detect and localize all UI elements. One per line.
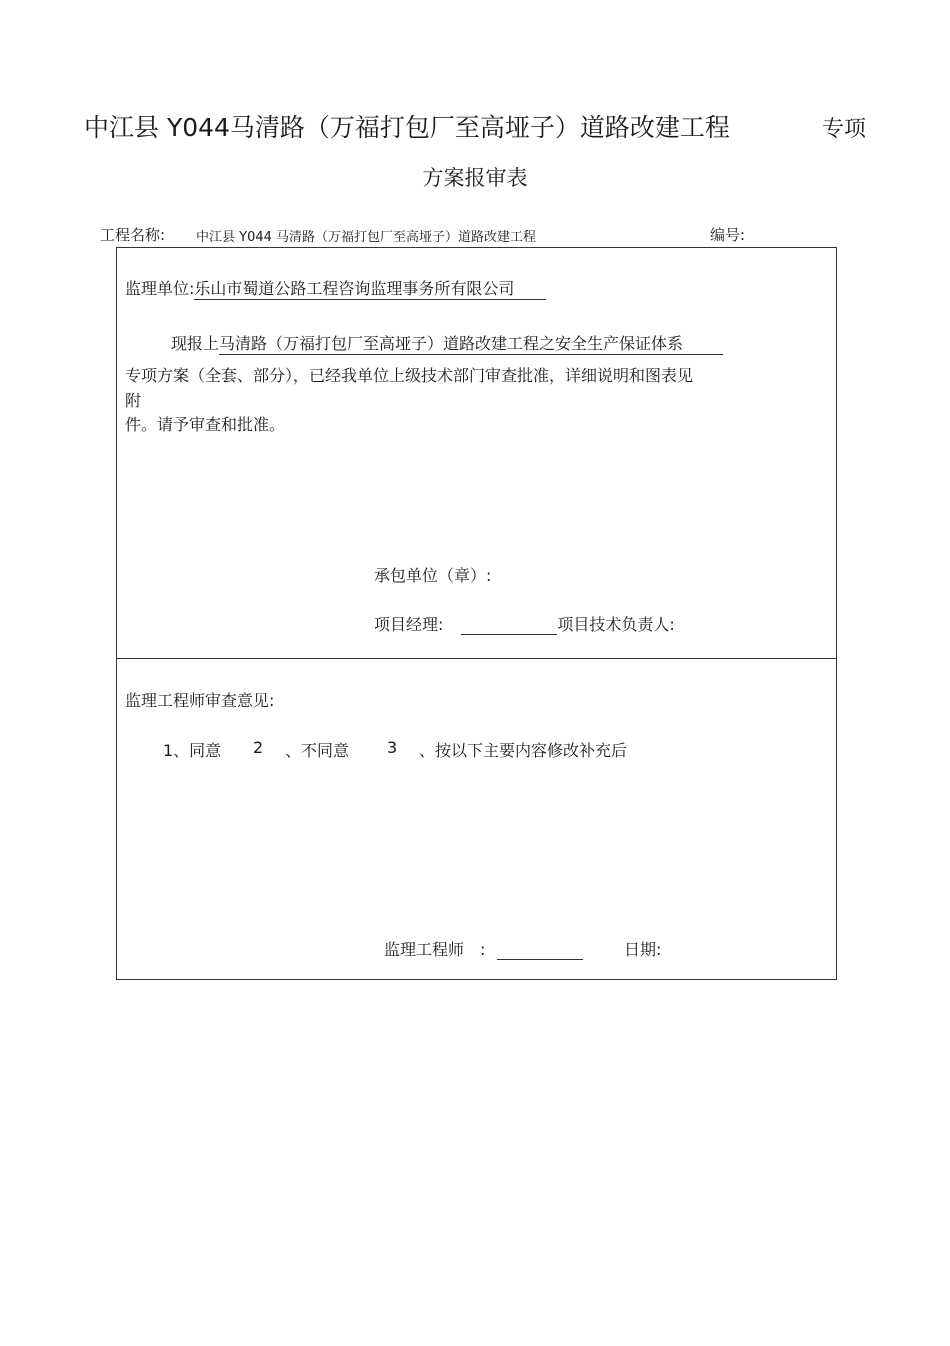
contractor-label: 承包单位（章）: xyxy=(374,566,492,585)
tech-lead-label: 项目技术负责人: xyxy=(557,615,675,634)
review-form xyxy=(116,247,837,980)
supervisor-row xyxy=(125,276,546,300)
supervisor-value: 乐山市蜀道公路工程咨询监理事务所有限公司 xyxy=(194,276,546,300)
project-meta-row xyxy=(100,224,860,246)
engineer-colon: : xyxy=(480,940,486,959)
document-subtitle: 方案报审表 xyxy=(422,166,528,190)
option-3[interactable]: 、按以下主要内容修改补充后 xyxy=(419,741,628,760)
option-1[interactable]: 1、同意 xyxy=(163,741,222,760)
signatures-row xyxy=(374,612,675,635)
project-name-value: 中江县 Y044 马清路（万福打包厂至高垭子）道路改建工程 xyxy=(196,230,537,245)
document-number-label: 编号: xyxy=(710,226,746,244)
title-suffix: 专项 xyxy=(822,117,867,142)
option-2-number: 2 xyxy=(253,738,264,757)
report-line2: 专项方案（全套、部分），已经我单位上级技术部门审查批准，详细说明和图表见 xyxy=(125,366,694,385)
opinion-label: 监理工程师审查意见: xyxy=(125,691,275,710)
engineer-signature-field[interactable] xyxy=(497,941,583,960)
report-line3: 附 xyxy=(125,391,142,410)
project-name-label: 工程名称: xyxy=(100,226,166,244)
project-manager-field[interactable] xyxy=(461,616,557,635)
engineer-signature-row xyxy=(384,937,583,960)
report-prefix: 现报上 xyxy=(171,334,220,353)
document-title xyxy=(0,108,950,148)
report-line4: 件。请予审查和批准。 xyxy=(125,415,286,434)
title-main: 中江县 Y044马清路（万福打包厂至高垭子）道路改建工程 xyxy=(84,113,730,142)
section-divider xyxy=(117,658,836,659)
report-value: 马清路（万福打包厂至高垭子）道路改建工程之安全生产保证体系 xyxy=(219,331,723,355)
option-2[interactable]: 、不同意 xyxy=(285,741,350,760)
option-3-number: 3 xyxy=(387,738,398,757)
supervisor-label: 监理单位: xyxy=(125,279,195,298)
project-manager-label: 项目经理: xyxy=(374,615,444,634)
report-row xyxy=(171,331,723,355)
date-label: 日期: xyxy=(624,940,662,959)
engineer-label: 监理工程师 xyxy=(384,940,465,959)
